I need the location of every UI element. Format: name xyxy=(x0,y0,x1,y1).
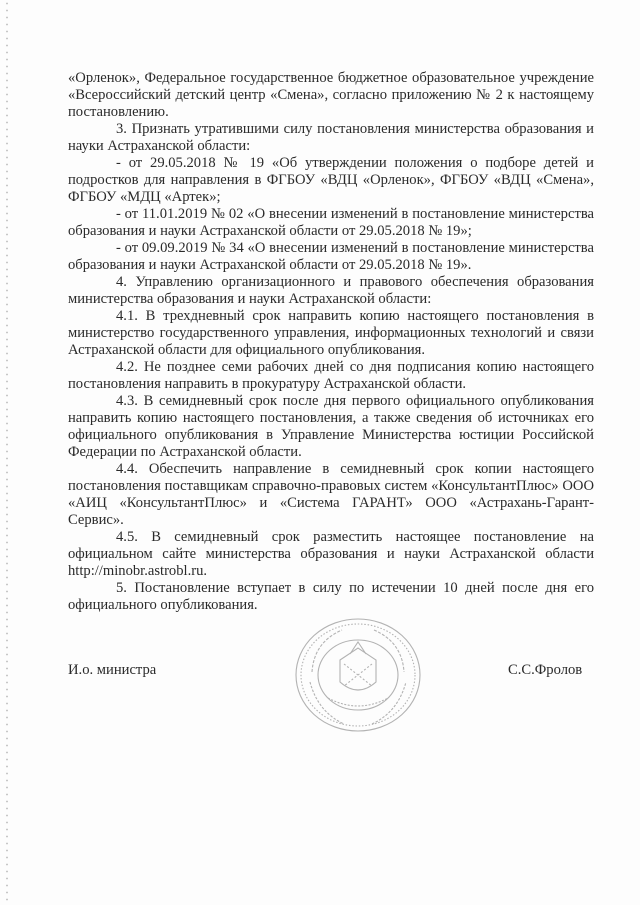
paragraph-4-3: 4.3. В семидневный срок после дня первого официального опубликования направить копию настоящего постановления, а также сведения об источниках его официального опубликования в Управление Министерства юстиции Российской Федерации по Астраханской области. xyxy=(68,393,594,460)
signatory-name: С.С.Фролов xyxy=(508,662,583,678)
document-body xyxy=(68,70,594,614)
paragraph-4-5: 4.5. В семидневный срок разместить настоящее постановление на официальном сайте министерства образования и науки Астраханской области http://minobr.astrobl.ru. xyxy=(68,529,594,579)
paragraph-3: 3. Признать утратившими силу постановления министерства образования и науки Астраханской области: xyxy=(68,121,594,154)
official-seal-icon xyxy=(282,612,432,738)
signatory-position: И.о. министра xyxy=(68,662,157,678)
paragraph-continuation: «Орленок», Федеральное государственное бюджетное образовательное учреждение «Всероссийский детский центр «Смена», согласно приложению № 2 к настоящему постановлению. xyxy=(68,70,594,120)
paragraph-4-1: 4.1. В трехдневный срок направить копию настоящего постановления в министерство государственного управления, информационных технологий и связи Астраханской области для официального опубликования. xyxy=(68,308,594,358)
paragraph-5: 5. Постановление вступает в силу по истечении 10 дней после дня его официального опубликования. xyxy=(68,580,594,613)
paragraph-3-item-1: - от 29.05.2018 № 19 «Об утверждении положения о подборе детей и подростков для направления в ФГБОУ «ВДЦ «Орленок», ФГБОУ «ВДЦ «Смена», ФГБОУ «МДЦ «Артек»; xyxy=(68,155,594,205)
paragraph-4-4: 4.4. Обеспечить направление в семидневный срок копии настоящего постановления поставщикам справочно-правовых систем «КонсультантПлюс» ООО «АИЦ «КонсультантПлюс» и «Система ГАРАНТ» ООО «Астрахань-Гарант-Сервис». xyxy=(68,461,594,528)
paragraph-3-item-3: - от 09.09.2019 № 34 «О внесении изменений в постановление министерства образования и науки Астраханской области от 29.05.2018 № 19». xyxy=(68,240,594,273)
margin-dot-column xyxy=(6,0,8,905)
paragraph-4-2: 4.2. Не позднее семи рабочих дней со дня подписания копию настоящего постановления направить в прокуратуру Астраханской области. xyxy=(68,359,594,392)
paragraph-4: 4. Управлению организационного и правового обеспечения образования министерства образования и науки Астраханской области: xyxy=(68,274,594,307)
paragraph-3-item-2: - от 11.01.2019 № 02 «О внесении изменений в постановление министерства образования и науки Астраханской области от 29.05.2018 № 19»; xyxy=(68,206,594,239)
